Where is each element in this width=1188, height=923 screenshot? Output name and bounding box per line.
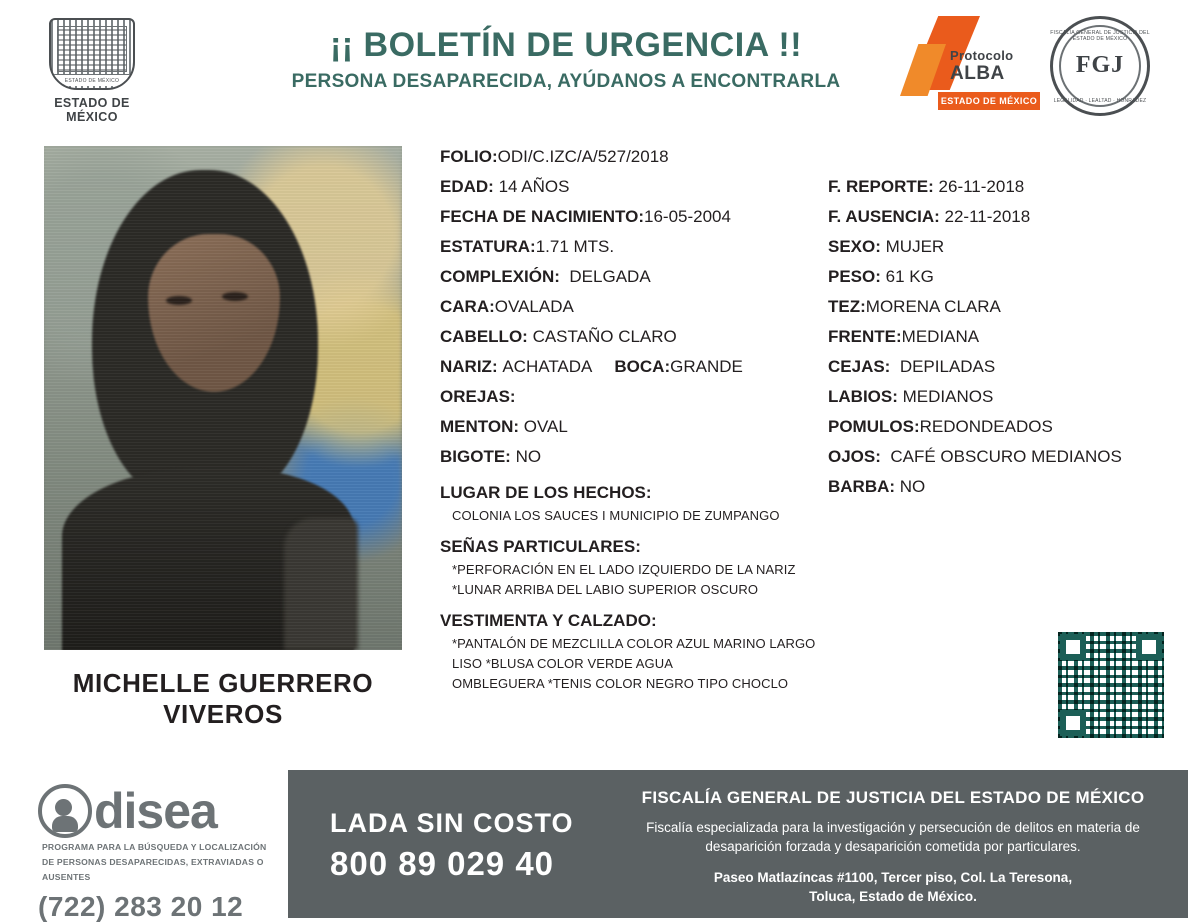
field-barba-value: NO	[899, 477, 926, 496]
field-labios-value: MEDIANOS	[902, 387, 994, 406]
field-pomulos-label: POMULOS:	[828, 417, 920, 436]
fgj-footer-address	[610, 868, 1176, 906]
qr-code[interactable]	[1058, 632, 1164, 738]
field-edad-label: EDAD:	[440, 177, 494, 196]
lada-number: 800 89 029 40	[330, 845, 555, 882]
missing-person-photo	[44, 146, 402, 650]
field-complexion	[440, 262, 830, 292]
coat-of-arms-icon	[49, 18, 135, 90]
field-cabello-value: CASTAÑO CLARO	[532, 327, 677, 346]
field-sexo-label: SEXO:	[828, 237, 881, 256]
field-nacimiento	[440, 202, 830, 232]
field-edad	[440, 172, 830, 202]
document-header	[0, 0, 1188, 128]
fgj-bottom-text: LEGALIDAD · LEALTAD · HONRADEZ	[1053, 98, 1147, 104]
field-tez-label: TEZ:	[828, 297, 866, 316]
field-barba-label: BARBA:	[828, 477, 896, 496]
field-cejas	[828, 352, 1188, 382]
photo-block	[44, 146, 402, 729]
vestimenta-title: VESTIMENTA Y CALZADO:	[440, 611, 657, 630]
field-tez-value: MORENA CLARA	[865, 297, 1001, 316]
field-peso-value: 61 KG	[885, 267, 934, 286]
qr-finder-top-left	[1060, 634, 1086, 660]
field-peso-label: PESO:	[828, 267, 881, 286]
disea-logo-row	[38, 784, 288, 838]
field-cabello-label: CABELLO:	[440, 327, 528, 346]
document-footer	[0, 770, 1188, 922]
field-barba	[828, 472, 1188, 502]
disea-phone: (722) 283 20 12	[38, 891, 244, 922]
disea-sub-line3: AUSENTES	[42, 872, 91, 882]
senas-title: SEÑAS PARTICULARES:	[440, 537, 641, 556]
seal-caption: ESTADO DE MÉXICO	[54, 96, 130, 124]
disea-sub-line1: PROGRAMA PARA LA BÚSQUEDA Y LOCALIZACIÓN	[42, 842, 267, 852]
fgj-footer-description: Fiscalía especializada para la investigación y persecución de delitos en materia de desaparición forzada y desaparición cometida por particulares.	[646, 820, 1140, 854]
field-edad-value: 14 AÑOS	[498, 177, 570, 196]
field-f-ausencia-value: 22-11-2018	[944, 207, 1031, 226]
senas-body: *PERFORACIÓN EN EL LADO IZQUIERDO DE LA NARIZ *LUNAR ARRIBA DEL LABIO SUPERIOR OSCURO	[452, 562, 796, 597]
field-ojos-value: CAFÉ OBSCURO MEDIANOS	[890, 447, 1122, 466]
field-cara	[440, 292, 830, 322]
page-subtitle: PERSONA DESAPARECIDA, AYÚDANOS A ENCONTRARLA	[291, 71, 841, 92]
disea-person-icon	[38, 784, 92, 838]
field-nacimiento-label: FECHA DE NACIMIENTO:	[440, 207, 644, 226]
fgj-monogram: FGJ	[1075, 52, 1125, 78]
alba-line1: Protocolo	[950, 48, 1014, 63]
field-frente-value: MEDIANA	[901, 327, 980, 346]
field-f-reporte	[828, 172, 1188, 202]
field-ojos-label: OJOS:	[828, 447, 881, 466]
fgj-footer-title: FISCALÍA GENERAL DE JUSTICIA DEL ESTADO DE MÉXICO	[641, 788, 1145, 807]
field-estatura	[440, 232, 830, 262]
field-cejas-label: CEJAS:	[828, 357, 891, 376]
field-cara-label: CARA:	[440, 297, 495, 316]
fgj-address-line2: Toluca, Estado de México.	[809, 889, 977, 904]
field-nariz-boca	[440, 352, 830, 382]
field-labios-label: LABIOS:	[828, 387, 898, 406]
field-boca-label: BOCA:	[614, 357, 671, 376]
field-complexion-label: COMPLEXIÓN:	[440, 267, 560, 286]
fgj-address-line1: Paseo Matlazíncas #1100, Tercer piso, Col. La Teresona,	[713, 870, 1073, 885]
field-menton-label: MENTON:	[440, 417, 520, 436]
field-frente-label: FRENTE:	[828, 327, 902, 346]
field-f-ausencia	[828, 202, 1188, 232]
data-column-right	[828, 172, 1188, 502]
field-estatura-label: ESTATURA:	[440, 237, 536, 256]
lugar-title: LUGAR DE LOS HECHOS:	[440, 483, 652, 502]
edomex-seal	[32, 18, 152, 124]
alba-line2: ALBA	[950, 63, 1005, 84]
page-title: ¡¡ BOLETÍN DE URGENCIA !!	[329, 26, 803, 64]
alba-wordmark	[950, 48, 1042, 85]
disea-logo-block	[38, 784, 288, 923]
field-peso	[828, 262, 1188, 292]
field-folio-value: ODI/C.IZC/A/527/2018	[497, 147, 669, 166]
alba-bar-text: ESTADO DE MÉXICO	[938, 92, 1040, 110]
vestimenta-body-line1: *PANTALÓN DE MEZCLILLA COLOR AZUL MARINO LARGO LISO *BLUSA COLOR VERDE AGUA	[452, 636, 816, 671]
field-nariz-label: NARIZ:	[440, 357, 498, 376]
title-block	[236, 26, 896, 93]
lada-label: LADA SIN COSTO	[330, 808, 574, 838]
seal-banner-text: ESTADO DE MÉXICO	[51, 74, 133, 86]
field-f-ausencia-label: F. AUSENCIA:	[828, 207, 940, 226]
field-menton	[440, 412, 830, 442]
field-cejas-value: DEPILADAS	[899, 357, 996, 376]
field-sexo	[828, 232, 1188, 262]
field-f-reporte-label: F. REPORTE:	[828, 177, 934, 196]
lugar-body: COLONIA LOS SAUCES I MUNICIPIO DE ZUMPANGO	[452, 508, 780, 523]
data-column-left	[440, 142, 830, 694]
field-cara-value: OVALADA	[494, 297, 574, 316]
field-bigote-value: NO	[515, 447, 542, 466]
field-estatura-value: 1.71 MTS.	[535, 237, 615, 256]
field-f-reporte-value: 26-11-2018	[938, 177, 1025, 196]
field-menton-value: OVAL	[523, 417, 568, 436]
field-tez	[828, 292, 1188, 322]
field-pomulos	[828, 412, 1188, 442]
field-labios	[828, 382, 1188, 412]
field-ojos	[828, 442, 1188, 472]
qr-finder-bottom-left	[1060, 710, 1086, 736]
field-bigote-label: BIGOTE:	[440, 447, 511, 466]
field-frente	[828, 322, 1188, 352]
field-complexion-value: DELGADA	[569, 267, 651, 286]
fgj-seal	[1050, 16, 1150, 116]
field-sexo-value: MUJER	[885, 237, 945, 256]
field-orejas	[440, 382, 830, 412]
field-folio-label: FOLIO:	[440, 147, 498, 166]
qr-code-image	[1058, 632, 1164, 738]
field-folio	[440, 142, 830, 172]
fgj-footer-text	[610, 788, 1176, 906]
lada-block	[330, 808, 600, 883]
field-cabello	[440, 322, 830, 352]
person-name: MICHELLE GUERRERO VIVEROS	[72, 668, 374, 729]
disea-sub-line2: DE PERSONAS DESAPARECIDAS, EXTRAVIADAS O	[42, 857, 264, 867]
protocolo-alba-logo	[898, 14, 1040, 114]
field-bigote	[440, 442, 830, 472]
fgj-top-text: FISCALÍA GENERAL DE JUSTICIA DEL ESTADO DE MÉXICO	[1050, 30, 1150, 42]
disea-wordmark: disea	[94, 783, 217, 839]
photo-grain	[44, 146, 402, 650]
field-nariz-value: ACHATADA	[502, 357, 593, 376]
vestimenta-body-line2: OMBLEGUERA *TENIS COLOR NEGRO TIPO CHOCLO	[452, 676, 789, 691]
field-nacimiento-value: 16-05-2004	[644, 207, 731, 226]
field-orejas-label: OREJAS:	[440, 387, 516, 406]
field-pomulos-value: REDONDEADOS	[919, 417, 1053, 436]
qr-finder-top-right	[1136, 634, 1162, 660]
field-boca-value: GRANDE	[670, 357, 743, 376]
